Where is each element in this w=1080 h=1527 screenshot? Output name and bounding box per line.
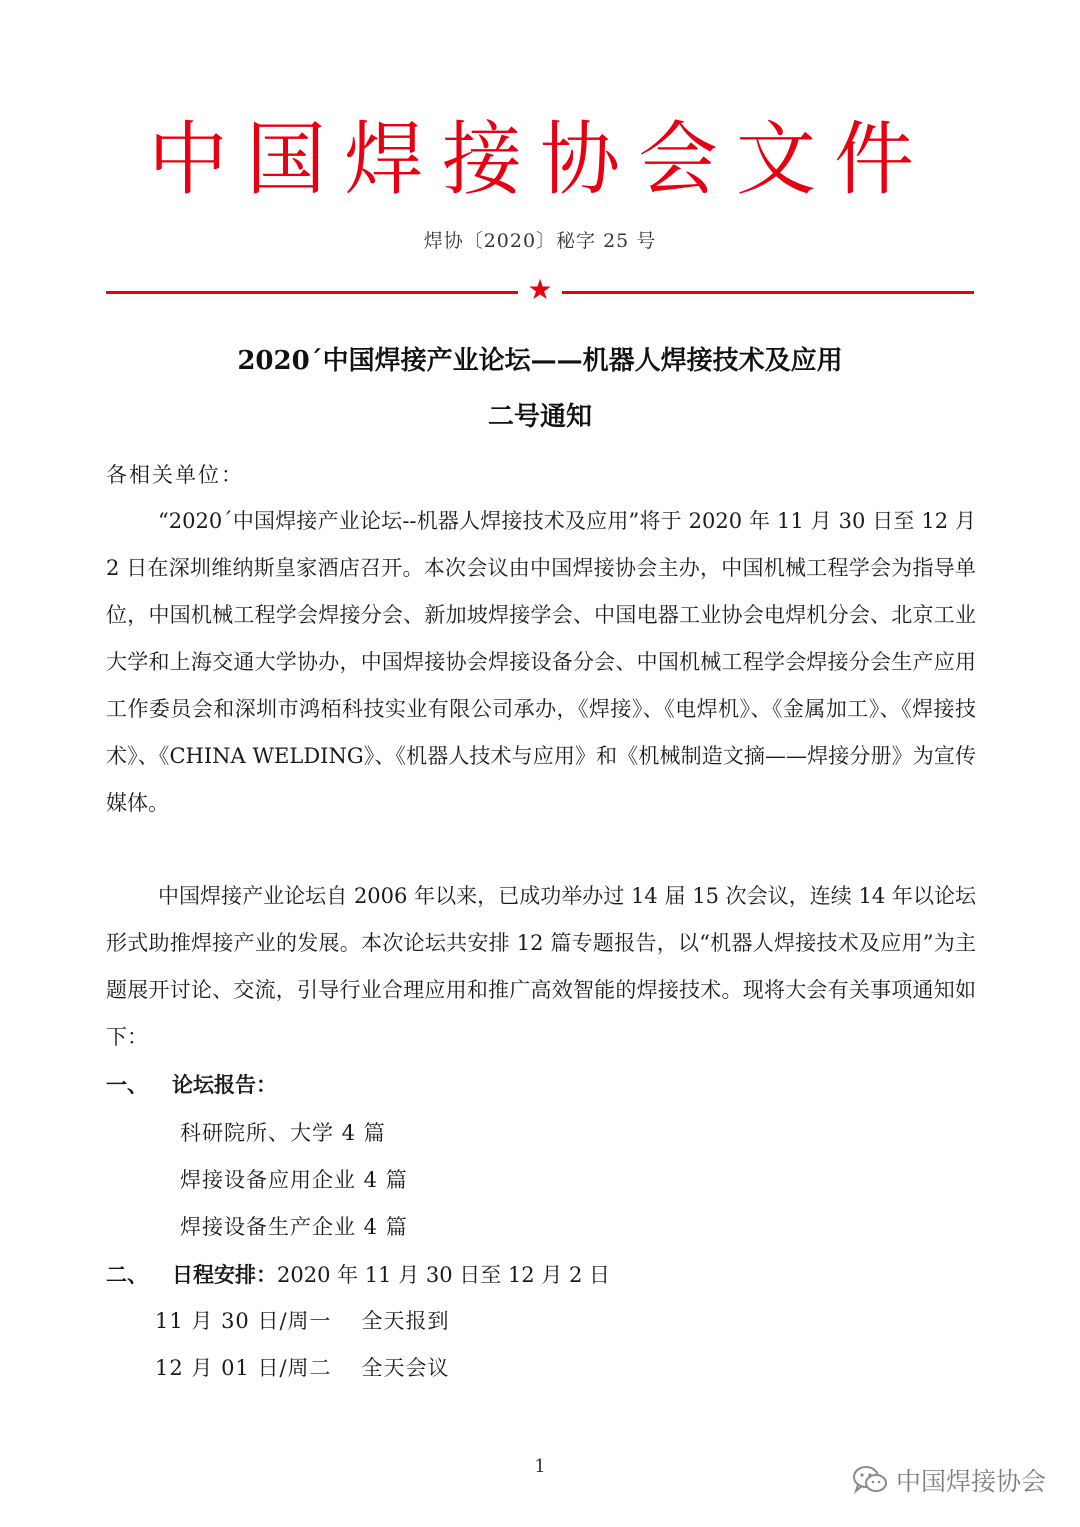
schedule-date: 12 月 01 日/周二 — [155, 1356, 332, 1380]
body-paragraph-1: “2020´中国焊接产业论坛--机器人焊接技术及应用”将于 2020 年 11 月 30 日至 12 月 2 日在深圳维纳斯皇家酒店召开。本次会议由中国焊接协会主办，中国机械工程学会为指导单位，中国机械工程学会焊接分会、新加坡焊接学会、中国电器工业协会电焊机分会、北京工业大学和上海交通大学协办，中国焊接协会焊接设备分会、中国机械工程学会焊接分会生产应用工作委员会和深圳市鸿栢科技实业有限公司承办，《焊接》、《电焊机》、《金属加工》、《焊接技术》、《CHINA WELDING》、《机器人技术与应用》和《机械制造文摘——焊接分册》为宣传媒体。 — [106, 509, 976, 815]
list-item: 焊接设备应用企业 4 篇 — [180, 1168, 408, 1192]
schedule-date: 11 月 30 日/周一 — [155, 1309, 332, 1333]
section-1-number: 一、 — [106, 1072, 148, 1097]
schedule-event: 全天报到 — [361, 1309, 450, 1333]
watermark-text: 中国焊接协会 — [895, 1467, 1046, 1496]
wechat-icon — [852, 1465, 888, 1495]
wechat-watermark — [852, 1462, 1046, 1498]
salutation: 各相关单位： — [106, 463, 244, 487]
schedule-row — [155, 1345, 450, 1392]
section-2-heading: 日程安排： — [172, 1262, 277, 1287]
red-divider-left — [106, 291, 518, 294]
schedule-event: 全天会议 — [361, 1356, 450, 1380]
list-item: 焊接设备生产企业 4 篇 — [180, 1215, 408, 1239]
section-2-number: 二、 — [106, 1262, 148, 1287]
star-icon: ★ — [527, 273, 553, 306]
schedule-row — [155, 1298, 450, 1345]
section-2-detail: 2020 年 11 月 30 日至 12 月 2 日 — [277, 1263, 611, 1287]
masthead-title: 中国焊接协会文件 — [148, 113, 932, 206]
notice-title: 2020´中国焊接产业论坛——机器人焊接技术及应用 — [237, 346, 843, 376]
section-2-line — [172, 1251, 610, 1299]
red-divider-right — [562, 291, 974, 294]
body-paragraph-2: 中国焊接产业论坛自 2006 年以来，已成功举办过 14 届 15 次会议，连续 14 年以论坛形式助推焊接产业的发展。本次论坛共安排 12 篇专题报告，以“机器人焊接技术及应用”为主题展开讨论、交流，引导行业合理应用和推广高效智能的焊接技术。现将大会有关事项通知如下： — [106, 884, 976, 1049]
notice-subtitle: 二号通知 — [487, 402, 592, 432]
page-number: 1 — [534, 1456, 546, 1477]
section-1-heading: 论坛报告： — [172, 1072, 277, 1097]
document-number: 焊协〔2020〕秘字 25 号 — [423, 230, 657, 252]
list-item: 科研院所、大学 4 篇 — [180, 1121, 386, 1145]
